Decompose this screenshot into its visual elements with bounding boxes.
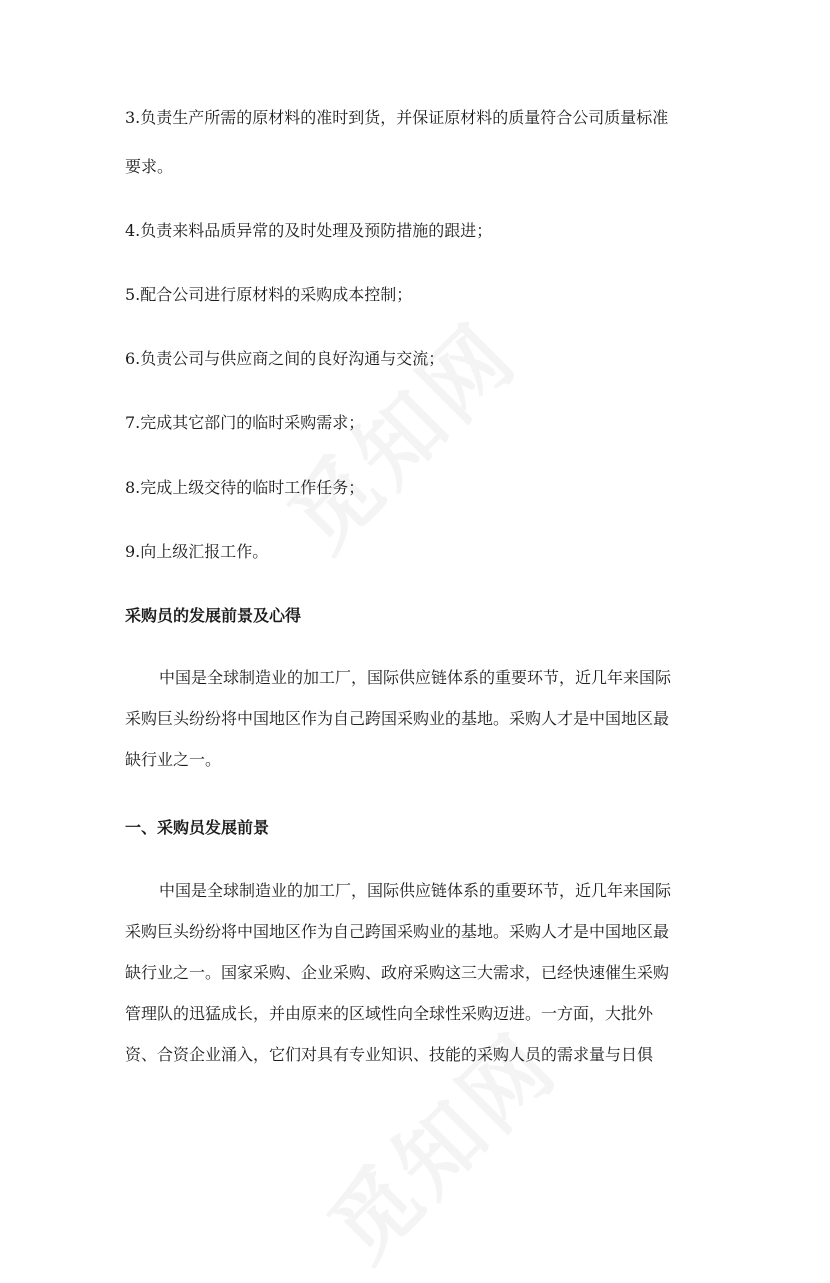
- list-item-7: [125, 413, 710, 433]
- list-item-line: 5.配合公司进行原材料的采购成本控制；: [125, 285, 413, 304]
- paragraph-line: 管理队的迅猛成长，并由原来的区域性向全球性采购迈进。一方面，大批外: [125, 1004, 654, 1023]
- paragraph-line: 缺行业之一。国家采购、企业采购、政府采购这三大需求，已经快速催生采购: [125, 963, 670, 982]
- list-item-line: 要求。: [125, 157, 174, 176]
- list-item-line: 3.负责生产所需的原材料的准时到货，并保证原材料的质量符合公司质量标准: [125, 108, 669, 127]
- paragraph-line: 缺行业之一。: [125, 750, 222, 769]
- subsection-title: 一、采购员发展前景: [125, 818, 270, 837]
- list-item-line: 6.负责公司与供应商之间的良好沟通与交流；: [125, 349, 445, 368]
- list-item-4: [125, 221, 710, 241]
- list-item-9: [125, 542, 710, 562]
- list-item-line: 4.负责来料品质异常的及时处理及预防措施的跟进；: [125, 221, 493, 240]
- list-item-8: [125, 478, 710, 498]
- list-item-5: [125, 285, 710, 305]
- paragraph-line: 资、合资企业涌入，它们对具有专业知识、技能的采购人员的需求量与日俱: [125, 1045, 654, 1064]
- list-item-6: [125, 349, 710, 369]
- list-item-3: [125, 108, 710, 177]
- body-paragraph: [125, 881, 710, 1065]
- section-title: 采购员的发展前景及心得: [125, 606, 302, 625]
- intro-paragraph: [125, 668, 710, 770]
- list-item-line: 8.完成上级交待的临时工作任务；: [125, 478, 365, 497]
- paragraph-line: 中国是全球制造业的加工厂，国际供应链体系的重要环节，近几年来国际: [159, 668, 672, 687]
- paragraph-line: 采购巨头纷纷将中国地区作为自己跨国采购业的基地。采购人才是中国地区最: [125, 922, 670, 941]
- list-item-line: 7.完成其它部门的临时采购需求；: [125, 413, 365, 432]
- paragraph-line: 中国是全球制造业的加工厂，国际供应链体系的重要环节，近几年来国际: [159, 881, 672, 900]
- paragraph-line: 采购巨头纷纷将中国地区作为自己跨国采购业的基地。采购人才是中国地区最: [125, 709, 670, 728]
- list-item-line: 9.向上级汇报工作。: [125, 542, 269, 561]
- document-content: [125, 108, 710, 1065]
